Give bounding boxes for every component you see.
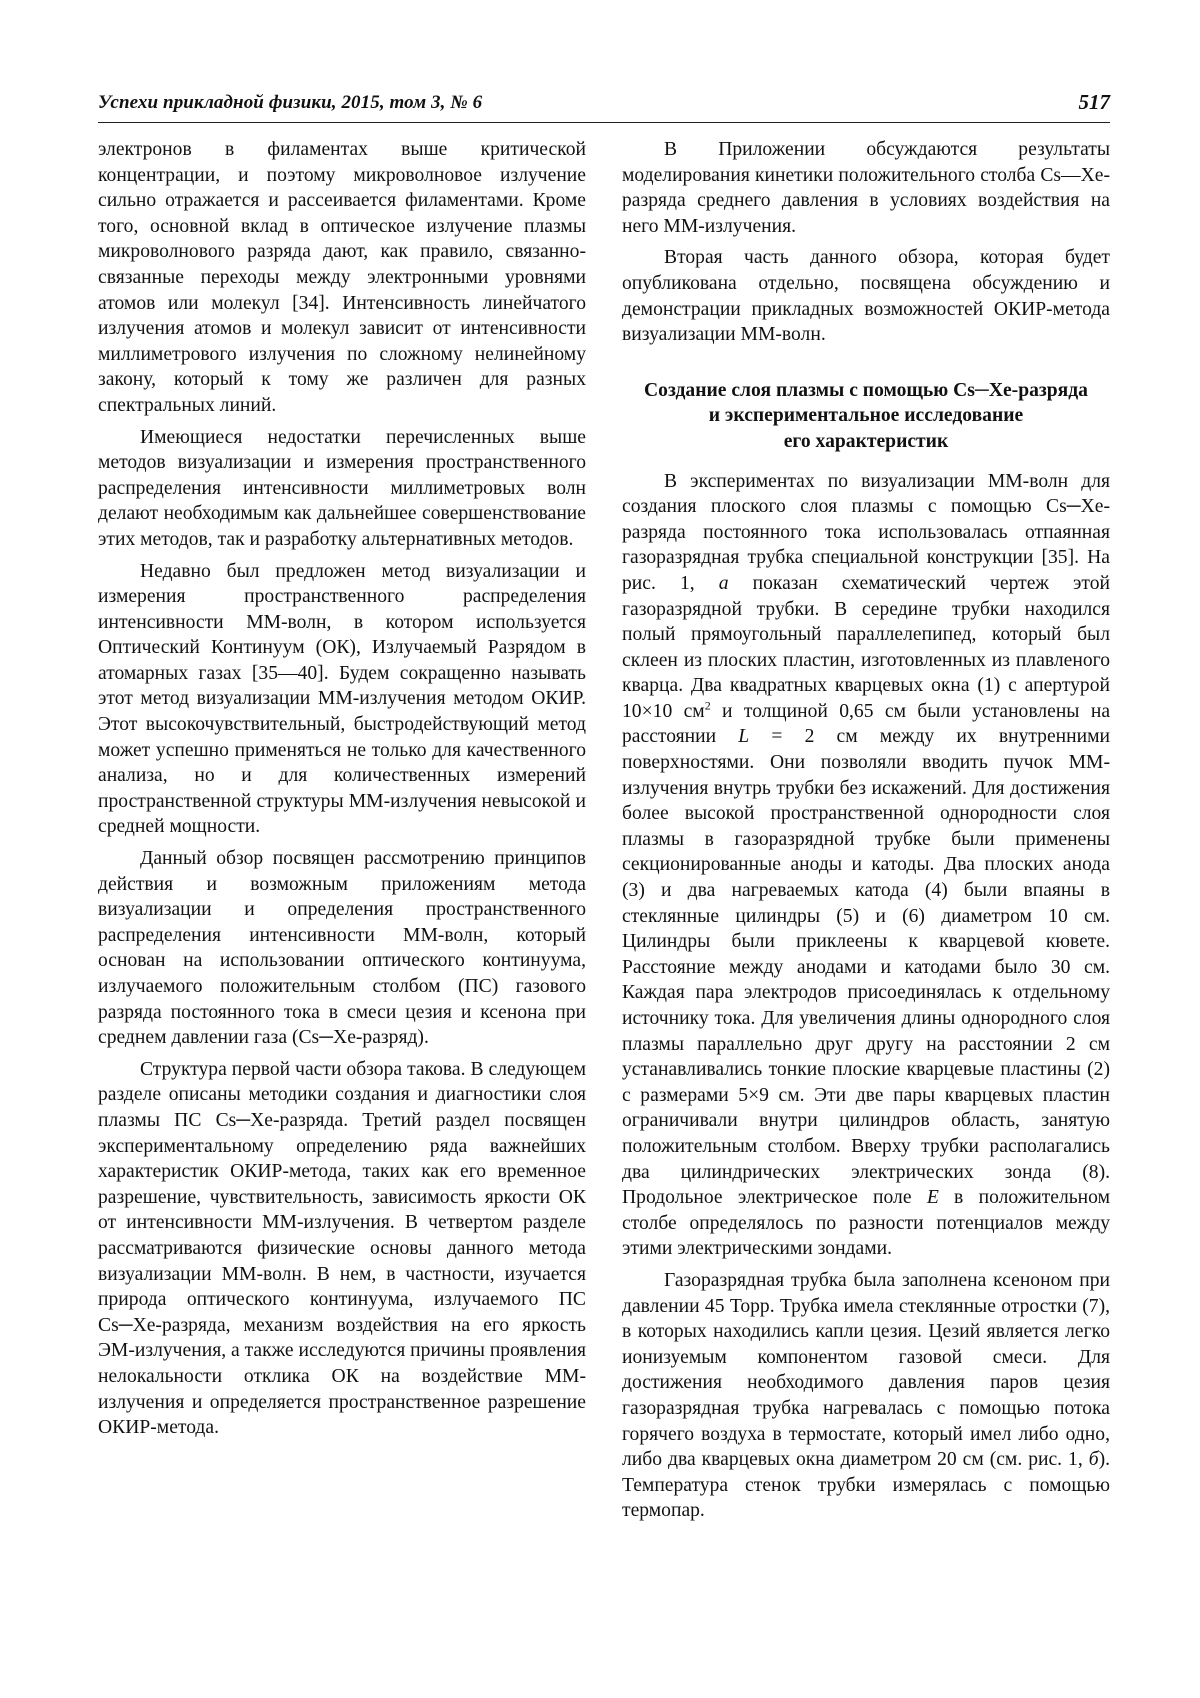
paragraph: В Приложении обсуждаются результаты моделирования кинетики положительного столба Cs—Xe-разряда среднего давления в условиях воздействия на него ММ-излучения. [622, 139, 1110, 237]
variable-L: L [738, 726, 750, 748]
section-heading [622, 378, 1110, 455]
text-run: в положительном столбе определялось по разности потенциалов между этими электрическими зондами. [622, 1187, 1110, 1260]
paragraph: Структура первой части обзора такова. В следующем разделе описаны методики создания и диагностики слоя плазмы ПС Cs─Xe-разряда. Третий раздел посвящен экспериментальному определению ряда важнейших характеристик ОКИР-метода, таких как его временное разрешение, чувствительность, зависимость яркости ОК от интенсивности ММ-излучения. В четвертом разделе рассматриваются физические основы данного метода визуализации ММ-волн. В нем, в частности, изучается природа оптического континуума, излучаемого ПС Cs─Xe-разряда, механизм воздействия на его яркость ЭМ-излучения, а также исследуются причины проявления нелокальности отклика ОК на воздействие ММ-излучения и определяется пространственное разрешение ОКИР-метода. [98, 1058, 586, 1439]
page-number: 517 [1078, 90, 1110, 114]
paragraph: Данный обзор посвящен рассмотрению принципов действия и возможным приложениям метода визуализации и определения пространственного распределения интенсивности ММ-волн, который основан на использовании оптического континуума, излучаемого положительным столбом (ПС) газового разряда постоянного тока в смеси цезия и ксенона при среднем давлении газа (Cs─Xe-разряд). [98, 848, 586, 1049]
figure-label-b: б [1088, 1449, 1099, 1471]
paragraph: электронов в филаментах выше критической концентрации, и поэтому микроволновое излучение сильно отражается и рассеивается филаментами. Кроме того, основной вклад в оптическое излучение плазмы микроволнового разряда дают, как правило, связанно-связанные переходы между электронными уровнями атомов или молекул [34]. Интенсивность линейчатого излучения атомов и молекул зависит от интенсивности миллиметрового излучения по сложному нелинейному закону, который к тому же различен для разных спектральных линий. [98, 139, 586, 416]
right-column [622, 137, 1110, 1524]
left-column [98, 137, 586, 1441]
text-run: = 2 см между их внутренними поверхностями. Они позволяли вводить пучок ММ-излучения внутрь трубки без искажений. Для достижения более высокой пространственной однородности слоя плазмы в газоразрядной трубке были применены секционированные аноды и катоды. Два плоских анода (3) и два нагреваемых катода (4) были впаяны в стеклянные цилиндры (5) и (6) диаметром 10 см. Цилиндры были приклеены к кварцевой кювете. Расстояние между анодами и катодами было 30 см. Каждая пара электродов присоединялась к отдельному источнику тока. Для увеличения длины однородного слоя плазмы параллельно друг другу на расстоянии 2 см устанавливались тонкие плоские кварцевые пластины (2) с размерами 5×9 см. Эти две пары кварцевых пластин ограничивали внутри цилиндров область, занятую положительным столбом. Вверху трубки располагались два цилиндрических электрических зонда (8). Продольное электрическое поле [622, 726, 1111, 1209]
text-run: В экспериментах по визуализации ММ-волн для создания плоского слоя плазмы с помощью Cs─Xe-разряда постоянного тока использовалась отпаянная газоразрядная трубка специальной конструкции [35]. На рис. 1, [622, 470, 1110, 594]
paragraph [622, 469, 1110, 1262]
text-run: Газоразрядная трубка была заполнена ксеноном при давлении 45 Торр. Трубка имела стеклянные отростки (7), в которых находились капли цезия. Цезий является легко ионизуемым компонентом газовой смеси. Для достижения необходимого давления паров цезия газоразрядная трубка нагревалась с помощью потока горячего воздуха в термостате, который имел либо одно, либо два кварцевых окна диаметром 20 см (см. рис. 1, [622, 1269, 1110, 1471]
journal-citation: Успехи прикладной физики, 2015, том 3, № 6 [98, 92, 483, 113]
text-run: ). Температура стенок трубки измерялась с помощью термопар. [622, 1449, 1110, 1522]
variable-E: E [926, 1187, 939, 1209]
paragraph: Недавно был предложен метод визуализации и измерения пространственного распределения интенсивности ММ-волн, в котором используется Оптический Континуум (ОК), Излучаемый Разрядом в атомарных газах [35—40]. Будем сокращенно называть этот метод визуализации ММ-излучения методом ОКИР. Этот высокочувствительный, быстродействующий метод может успешно применяться не только для качественного анализа, но и для количественных измерений пространственной структуры ММ-излучения невысокой и средней мощности. [98, 560, 586, 838]
figure-label-a: а [718, 572, 729, 594]
paragraph [622, 1268, 1110, 1524]
text-run: и толщиной 0,65 см были установлены на расстоянии [622, 700, 1111, 748]
paragraph: Вторая часть данного обзора, которая будет опубликована отдельно, посвящена обсуждению и демонстрации прикладных возможностей ОКИР-метода визуализации ММ-волн. [622, 247, 1110, 346]
superscript: 2 [704, 698, 711, 713]
section-heading-line: и экспериментальное исследование [708, 405, 1024, 427]
section-heading-line: его характеристик [783, 430, 949, 452]
paragraph: Имеющиеся недостатки перечисленных выше методов визуализации и измерения пространственного распределения интенсивности миллиметровых волн делают необходимым как дальнейшее совершенствование этих методов, так и разработку альтернативных методов. [98, 426, 586, 550]
running-header [98, 88, 1110, 123]
text-run: показан схематический чертеж этой газоразрядной трубки. В середине трубки находился полый прямоугольный параллелепипед, который был склеен из плоских пластин, изготовленных из плавленого кварца. Два квадратных кварцевых окна (1) с апертурой 10×10 см [622, 572, 1111, 722]
section-heading-line: Создание слоя плазмы с помощью Cs─Xe-разряда [644, 379, 1088, 401]
